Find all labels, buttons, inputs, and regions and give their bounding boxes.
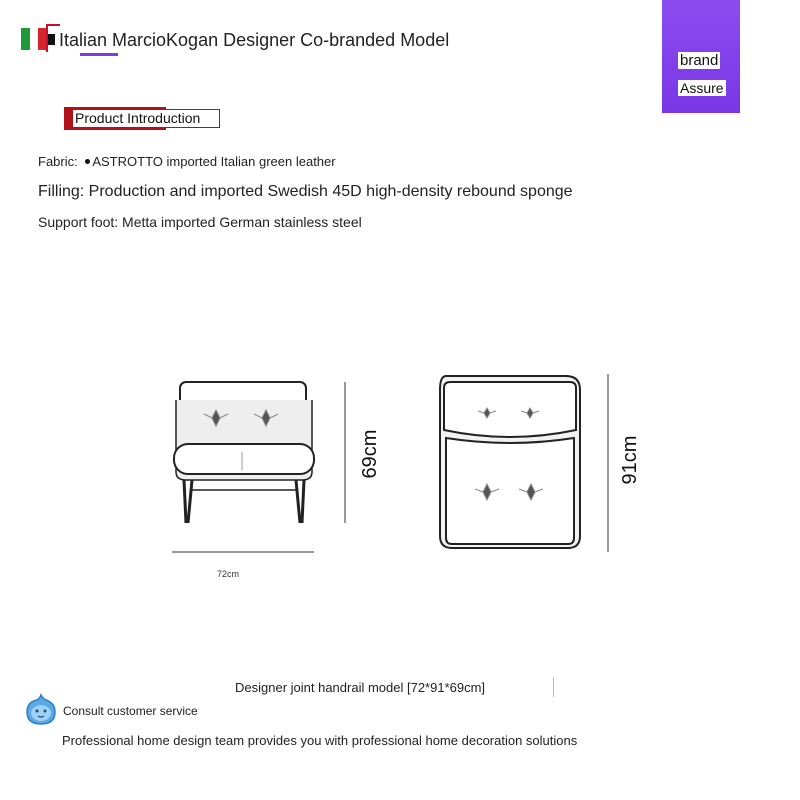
badge-line-assure: Assure: [680, 80, 724, 96]
tagline: Professional home design team provides you with professional home decoration solutions: [62, 733, 578, 748]
chair-dimension-drawing: [160, 360, 650, 590]
spec-filling: Filling: Production and imported Swedish 45D high-density rebound sponge: [38, 183, 573, 200]
bullet-icon: [48, 34, 55, 45]
chair-front-view: [174, 382, 314, 523]
consult-service-link[interactable]: Consult customer service: [63, 704, 198, 718]
title-underline: [80, 53, 118, 56]
model-caption: Designer joint handrail model [72*91*69cm]: [235, 680, 486, 695]
bullet-dot-icon: [85, 159, 90, 164]
caption-divider: [553, 677, 554, 697]
chair-top-view: [440, 376, 580, 548]
spec-fabric-label: Fabric:: [38, 154, 82, 169]
chat-bubble-icon[interactable]: [24, 693, 58, 727]
section-heading-label: Product Introduction: [75, 110, 201, 126]
page-title-text: Italian MarcioKogan Designer Co-branded Model: [59, 30, 450, 50]
width-label: 72cm: [216, 569, 240, 579]
height-label: 69cm: [359, 429, 381, 479]
page-title: [48, 30, 449, 51]
spec-fabric: [38, 154, 336, 169]
spec-fabric-value: ASTROTTO imported Italian green leather: [92, 154, 336, 169]
spec-support: Support foot: Metta imported German stainless steel: [38, 214, 362, 230]
italy-flag-icon: [21, 28, 47, 50]
badge-line-brand: brand: [680, 52, 719, 69]
depth-label: 91cm: [619, 435, 641, 485]
